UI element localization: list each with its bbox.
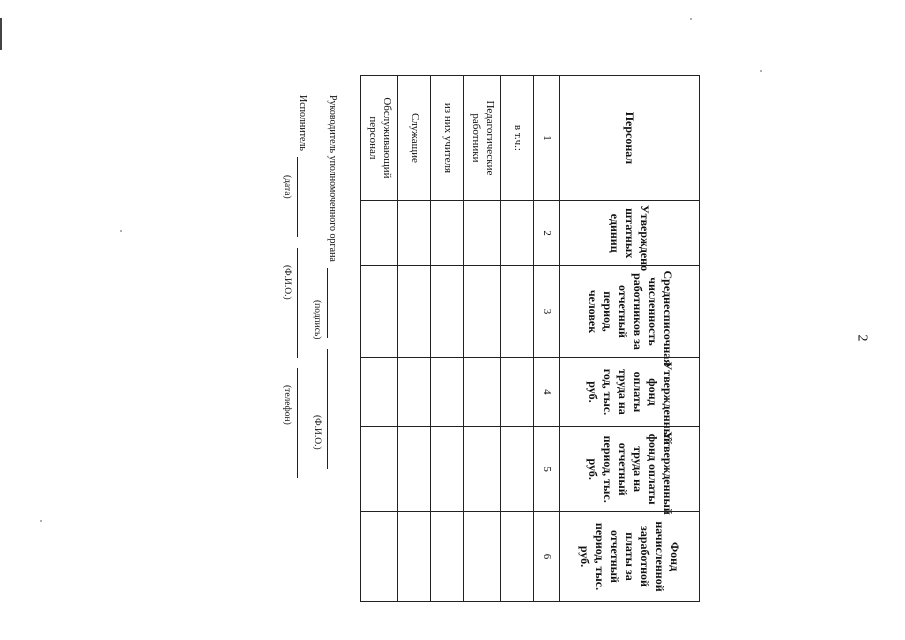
staff-report-table [360, 75, 700, 602]
table-cell [463, 200, 500, 266]
row-label: в т.ч.: [500, 76, 533, 201]
table-cell [361, 200, 398, 266]
phone-underline [297, 368, 308, 478]
table-cell [500, 512, 533, 602]
report-form [260, 75, 700, 602]
column-number: 5 [533, 427, 559, 512]
signature-underline [327, 268, 338, 338]
header-accrued-wages: Фонд начисленной заработной платы за отчетный период, тыс. руб. [560, 512, 700, 602]
executor-name-caption: (Ф.И.О.) [282, 265, 292, 300]
table-cell [430, 512, 463, 602]
date-underline [297, 157, 308, 237]
header-average-headcount: Среднесписочная численность работников за отчетный период, человек [560, 266, 700, 357]
row-label: Обслуживающий персонал [361, 76, 398, 201]
table-cell [361, 512, 398, 602]
date-caption: (дата) [282, 175, 292, 199]
executor-name-underline [297, 248, 308, 358]
signature-block [278, 95, 338, 595]
phone-caption: (телефон) [282, 385, 292, 425]
table-row [430, 76, 463, 602]
table-cell [500, 200, 533, 266]
table-cell [398, 200, 431, 266]
header-period-payroll-fund: Утвержденный фонд оплаты труда на отчетный период, тыс. руб. [560, 427, 700, 512]
name-caption: (Ф.И.О.) [312, 415, 322, 450]
executor-line [292, 95, 308, 595]
table-cell [463, 266, 500, 357]
table-cell [500, 266, 533, 357]
header-annual-payroll-fund: Утвержденный фонд оплаты труда на год, тыс. руб. [560, 357, 700, 427]
table-cell [361, 357, 398, 427]
table-cell [463, 357, 500, 427]
table-header-row [560, 76, 700, 602]
table-row [463, 76, 500, 602]
scan-edge-mark [0, 18, 2, 50]
column-number: 4 [533, 357, 559, 427]
head-label: Руководитель уполномоченного органа [327, 95, 338, 262]
scan-speck [40, 520, 42, 522]
table-cell [500, 357, 533, 427]
name-underline [327, 349, 338, 469]
scan-speck [120, 230, 122, 232]
table-cell [430, 427, 463, 512]
table-cell [398, 512, 431, 602]
header-personnel: Персонал [560, 76, 700, 201]
row-label: из них учителя [430, 76, 463, 201]
table-cell [361, 266, 398, 357]
column-number: 1 [533, 76, 559, 201]
scan-speck [760, 70, 762, 72]
head-signature-line [322, 95, 338, 595]
table-cell [500, 427, 533, 512]
table-cell [430, 357, 463, 427]
page-number: 2 [854, 334, 870, 342]
table-row [398, 76, 431, 602]
table-row [361, 76, 398, 602]
column-number: 2 [533, 200, 559, 266]
signature-caption: (подпись) [312, 300, 322, 340]
column-number-row [533, 76, 559, 602]
table-cell [361, 427, 398, 512]
column-number: 6 [533, 512, 559, 602]
row-label: Служащие [398, 76, 431, 201]
table-cell [430, 200, 463, 266]
header-approved-units: Утверждено штатных единиц [560, 200, 700, 266]
column-number: 3 [533, 266, 559, 357]
row-label: Педагогические работники [463, 76, 500, 201]
table-cell [398, 357, 431, 427]
table-cell [463, 427, 500, 512]
head-caption-line [308, 95, 322, 595]
table-cell [398, 427, 431, 512]
scan-speck [690, 18, 692, 20]
table-cell [463, 512, 500, 602]
table-cell [398, 266, 431, 357]
table-row [500, 76, 533, 602]
table-cell [430, 266, 463, 357]
executor-caption-line [278, 95, 292, 595]
executor-label: Исполнитель [297, 95, 308, 151]
